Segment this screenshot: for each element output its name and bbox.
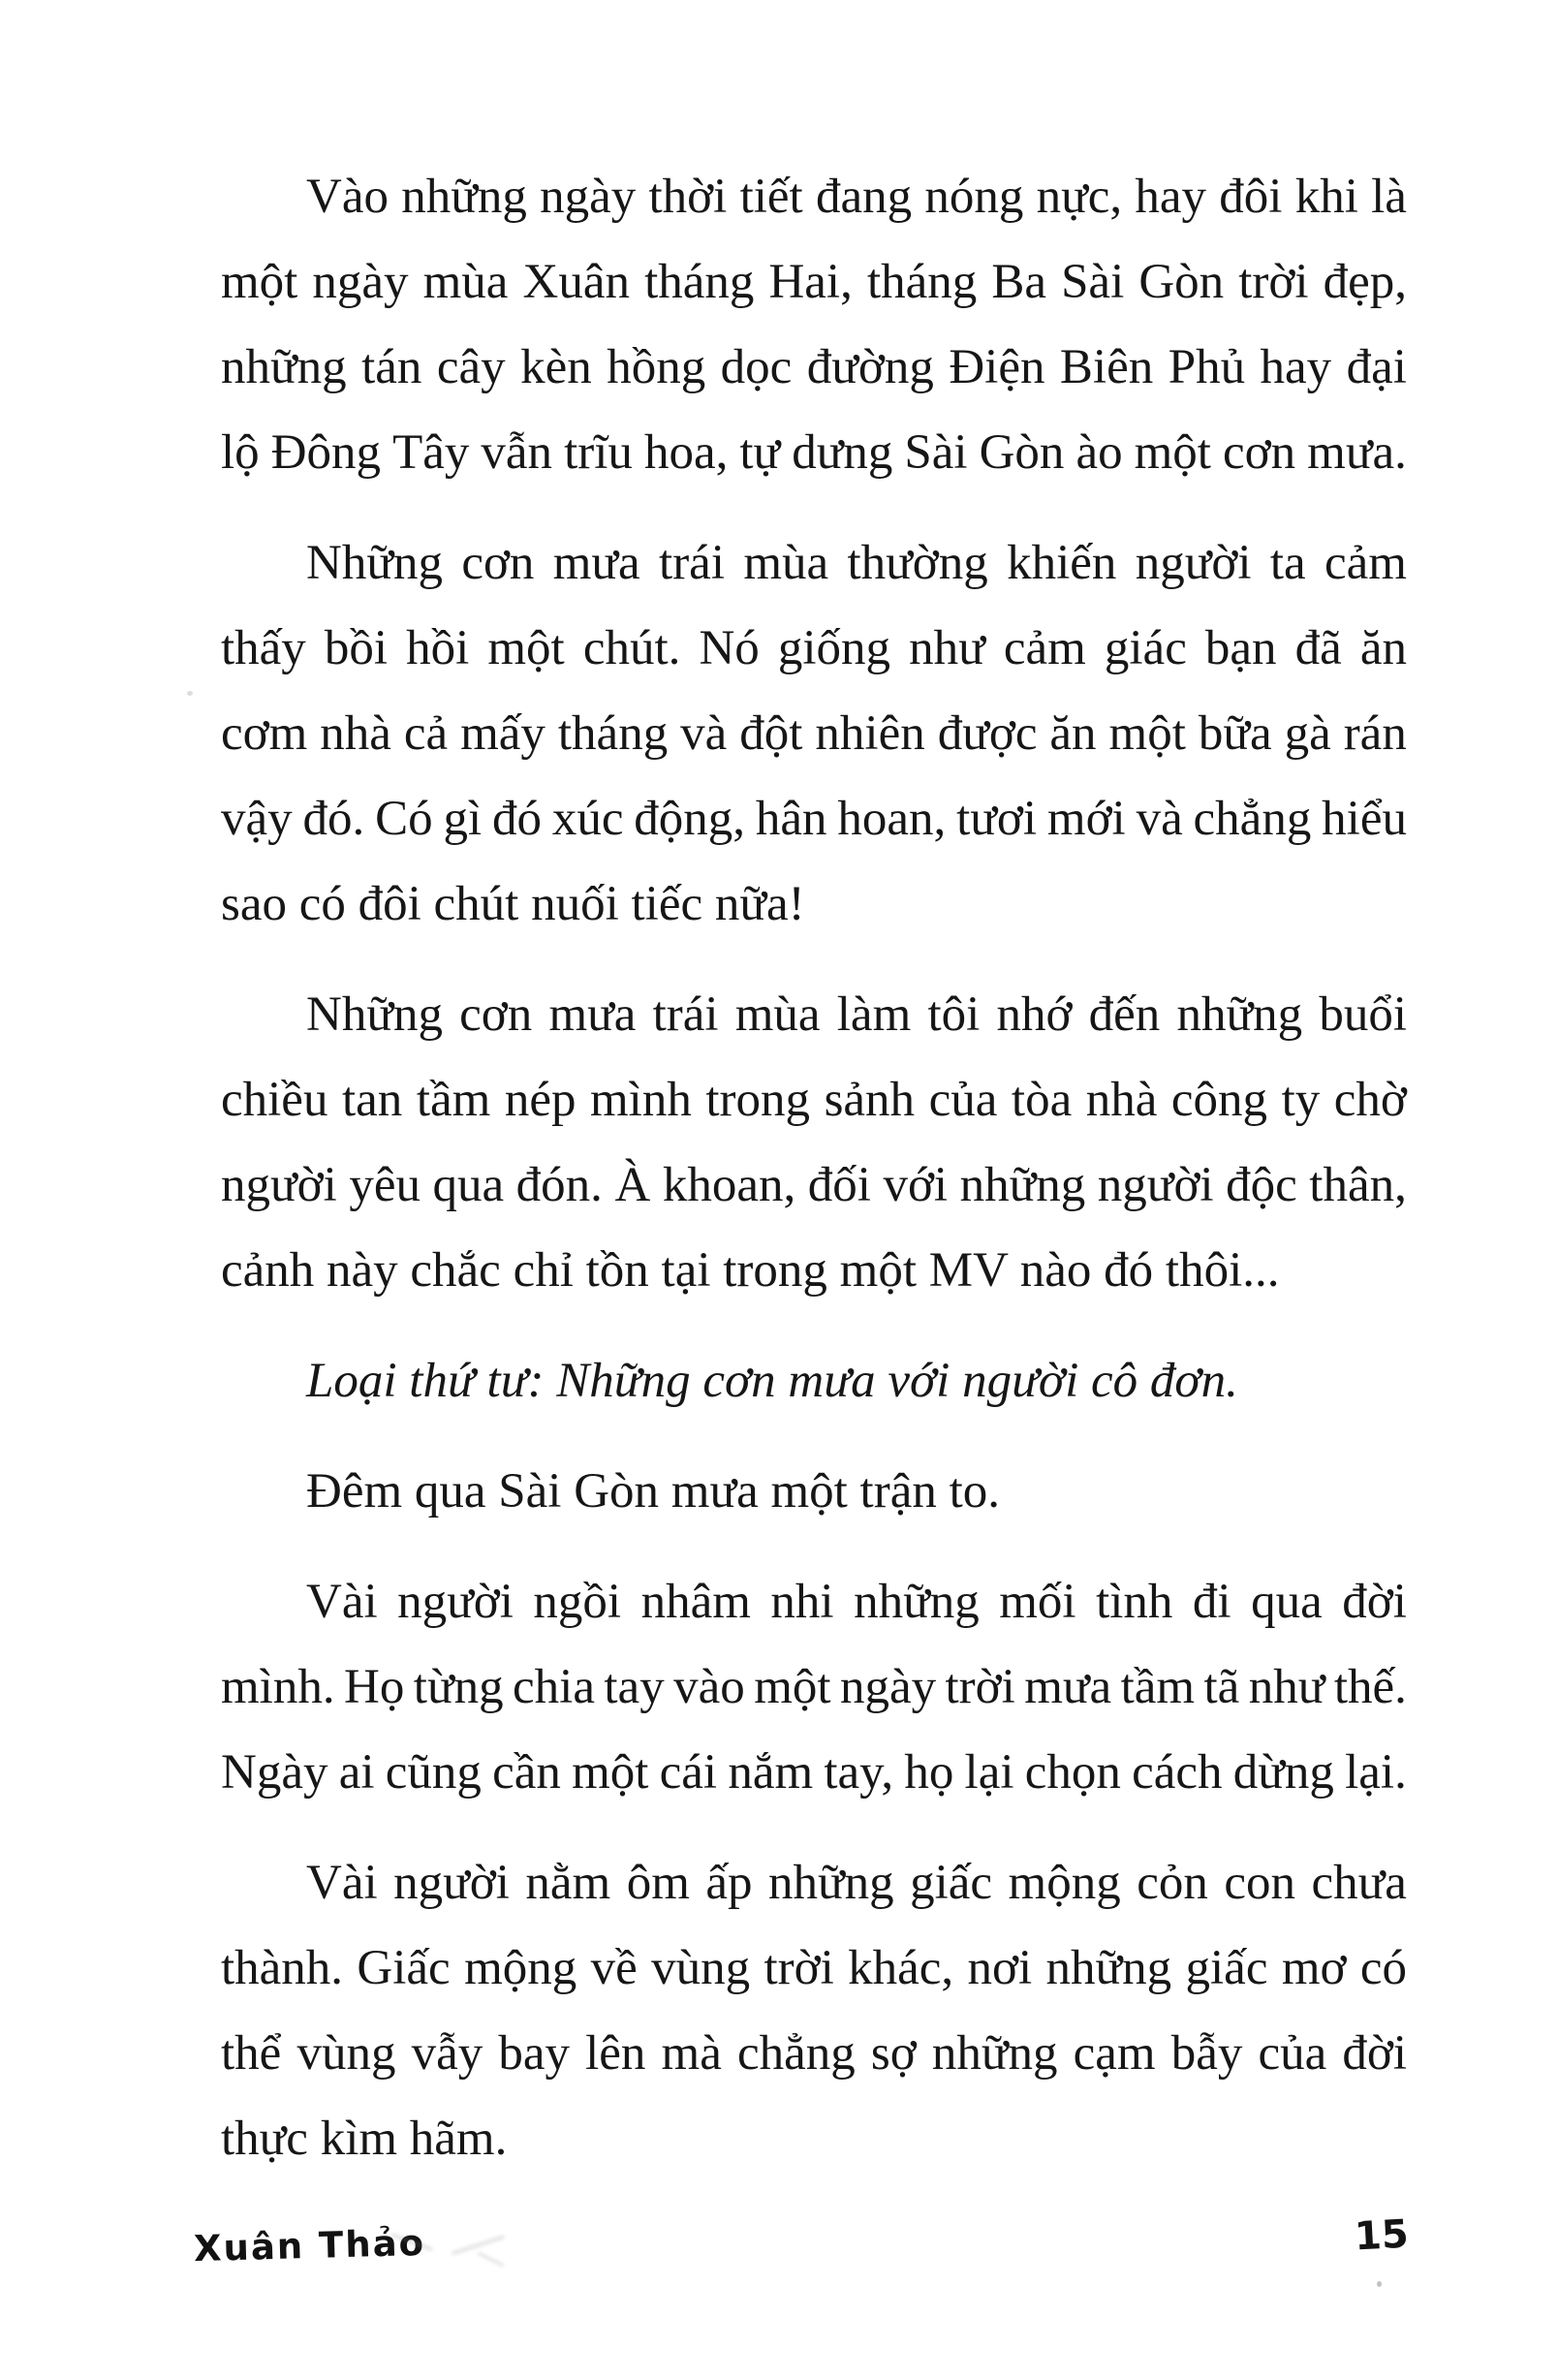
word: cạm xyxy=(1073,2026,1156,2081)
word: chưa xyxy=(1311,1856,1407,1910)
text-line xyxy=(221,1057,1407,1143)
word: Giấc xyxy=(357,1941,451,1995)
word: tan xyxy=(341,1073,403,1127)
word: đời xyxy=(1342,2026,1407,2081)
word: những xyxy=(959,1158,1086,1212)
word: dọc xyxy=(720,340,793,394)
word: dừng xyxy=(1232,1745,1334,1800)
word: Biên xyxy=(1059,340,1154,394)
word: hoan, xyxy=(837,792,947,846)
word: lộ xyxy=(221,425,260,480)
word: những xyxy=(767,1856,894,1910)
word: Hai, xyxy=(768,255,853,309)
word: đó. xyxy=(302,792,365,846)
word: chờ xyxy=(1333,1073,1407,1127)
word: nhâm xyxy=(640,1575,751,1629)
word: tay xyxy=(604,1660,665,1714)
word: À xyxy=(614,1158,651,1212)
word: Vài xyxy=(306,1575,378,1629)
word: đang xyxy=(815,170,913,224)
word: cảm xyxy=(1324,536,1407,590)
word: gì xyxy=(443,792,483,846)
word: vùng xyxy=(651,1941,751,1995)
word: ty xyxy=(1281,1073,1321,1127)
word: tươi xyxy=(956,792,1038,846)
word: nhi xyxy=(770,1575,834,1629)
text-line xyxy=(221,2011,1407,2096)
word: ngồi xyxy=(533,1575,622,1629)
page-number: 15 xyxy=(1353,2211,1410,2260)
word: một xyxy=(754,1660,831,1714)
word: người xyxy=(397,1575,514,1629)
word: nơi xyxy=(967,1941,1033,1995)
word: có xyxy=(1359,1941,1407,1995)
word: qua xyxy=(432,1158,505,1212)
word: nực, xyxy=(1036,170,1123,224)
word: mình. xyxy=(221,1660,335,1714)
word: sợ xyxy=(870,2026,917,2081)
word: thấy xyxy=(221,621,306,675)
word: mà xyxy=(661,2026,722,2081)
text-line xyxy=(221,776,1407,861)
word: lên xyxy=(585,2026,646,2081)
word: ào xyxy=(1075,425,1123,480)
paragraph-section-heading xyxy=(221,1338,1407,1424)
word: giống xyxy=(777,621,891,675)
word: chút. xyxy=(582,621,681,675)
word: Sài xyxy=(1061,255,1125,309)
word: khác, xyxy=(848,1941,954,1995)
word: mới xyxy=(1046,792,1126,846)
word: hồng xyxy=(607,340,706,394)
word: thân, xyxy=(1309,1158,1407,1212)
word: đôi xyxy=(1219,170,1283,224)
word: yêu xyxy=(349,1158,421,1212)
word: cũng xyxy=(385,1745,482,1800)
word: chẳng xyxy=(736,2026,856,2081)
word: tầm xyxy=(1120,1660,1196,1714)
word: trái xyxy=(652,987,719,1042)
word: tháng xyxy=(644,255,755,309)
footer-author-name: Xuân Thảo xyxy=(193,2221,426,2270)
word: khi xyxy=(1294,170,1358,224)
word: thường xyxy=(847,536,988,590)
word: mộng xyxy=(464,1941,577,1995)
word: đẹp, xyxy=(1323,255,1407,309)
text-line: cảnh này chắc chỉ tồn tại trong một MV nào đó thôi... xyxy=(221,1243,1280,1298)
word: đã xyxy=(1294,621,1342,675)
word: mấy xyxy=(460,706,545,761)
word: như xyxy=(1248,1660,1325,1714)
word: ấp xyxy=(705,1856,753,1910)
word: giác xyxy=(1104,621,1187,675)
word: chia xyxy=(513,1660,595,1714)
word: là xyxy=(1371,170,1407,224)
word: cơm xyxy=(221,706,308,761)
paragraph xyxy=(221,1840,1407,2181)
word: Những xyxy=(306,536,443,590)
word: tự xyxy=(739,425,781,480)
word: cả xyxy=(403,706,449,761)
text-line xyxy=(221,1644,1407,1730)
word: xúc xyxy=(551,792,624,846)
word: một xyxy=(487,621,565,675)
word: qua xyxy=(1251,1575,1323,1629)
word: hồi xyxy=(406,621,470,675)
text-line xyxy=(221,520,1407,606)
word: tình xyxy=(1096,1575,1173,1629)
word: ta xyxy=(1269,536,1306,590)
word: Xuân xyxy=(522,255,630,309)
word: bay xyxy=(498,2026,570,2081)
word: và xyxy=(1136,792,1183,846)
word: lại xyxy=(964,1745,1014,1800)
word: bồi xyxy=(324,621,389,675)
word: vẫn xyxy=(481,425,553,480)
word: làm xyxy=(836,987,912,1042)
word: dưng xyxy=(792,425,893,480)
word: Đông xyxy=(270,425,382,480)
word: bẫy xyxy=(1170,2026,1243,2081)
word: Có xyxy=(375,792,433,846)
word: đời xyxy=(1342,1575,1407,1629)
text-line: thực kìm hãm. xyxy=(221,2112,508,2166)
word: mưa xyxy=(548,987,637,1042)
word: của xyxy=(1258,2026,1327,2081)
text-line xyxy=(221,1143,1407,1228)
word: ăn xyxy=(1049,706,1097,761)
word: đến xyxy=(1088,987,1161,1042)
text-line-italic: Loại thứ tư: Những cơn mưa với người cô đơn. xyxy=(306,1354,1238,1408)
word: và xyxy=(680,706,728,761)
word: người xyxy=(393,1856,510,1910)
word: trời xyxy=(1238,255,1309,309)
text-line xyxy=(221,1559,1407,1644)
word: Vào xyxy=(306,170,389,224)
word: đón. xyxy=(515,1158,603,1212)
text-line xyxy=(221,606,1407,691)
word: cách xyxy=(1132,1745,1223,1800)
word: nắm xyxy=(728,1745,814,1800)
word: hay xyxy=(1135,170,1207,224)
word: người xyxy=(1135,536,1252,590)
word: một xyxy=(221,255,298,309)
word: tôi xyxy=(927,987,981,1042)
text-line xyxy=(221,691,1407,776)
word: vậy xyxy=(221,792,293,846)
word: một xyxy=(1108,706,1186,761)
text-line: Đêm qua Sài Gòn mưa một trận to. xyxy=(306,1464,1001,1519)
word: vẫy xyxy=(411,2026,483,2081)
word: tã xyxy=(1203,1660,1240,1714)
word: nóng xyxy=(924,170,1024,224)
word: trời xyxy=(945,1660,1015,1714)
word: Gòn xyxy=(979,425,1065,480)
word: cần xyxy=(492,1745,561,1800)
word: trái xyxy=(659,536,725,590)
word: hoa, xyxy=(643,425,729,480)
word: thành. xyxy=(221,1941,344,1995)
word: trĩu xyxy=(564,425,633,480)
paragraph xyxy=(221,520,1407,947)
word: Phủ xyxy=(1168,340,1246,394)
word: vùng xyxy=(296,2026,396,2081)
word: vào xyxy=(673,1660,745,1714)
text-line xyxy=(221,239,1407,325)
word: đó xyxy=(491,792,542,846)
word: giấc xyxy=(910,1856,993,1910)
text-line xyxy=(221,325,1407,410)
text-line: sao có đôi chút nuối tiếc nữa! xyxy=(221,877,805,931)
word: con xyxy=(1224,1856,1295,1910)
word: về xyxy=(590,1941,638,1995)
word: sảnh xyxy=(824,1073,916,1127)
word: mộng xyxy=(1008,1856,1121,1910)
word: thế. xyxy=(1333,1660,1407,1714)
text-line xyxy=(221,410,1407,495)
word: nhà xyxy=(320,706,391,761)
word: ôm xyxy=(626,1856,690,1910)
paragraph xyxy=(221,154,1407,495)
text-line xyxy=(221,1926,1407,2011)
word: họ xyxy=(904,1745,954,1800)
word: mưa xyxy=(552,536,640,590)
word: người xyxy=(221,1158,337,1212)
word: mưa xyxy=(1024,1660,1112,1714)
text-line xyxy=(221,1730,1407,1815)
word: Những xyxy=(306,987,443,1042)
word: mưa. xyxy=(1307,425,1407,480)
word: lại. xyxy=(1345,1745,1407,1800)
word: kèn xyxy=(520,340,592,394)
word: Họ xyxy=(344,1660,405,1714)
word: hay xyxy=(1260,340,1332,394)
word: trong xyxy=(705,1073,811,1127)
word: mối xyxy=(999,1575,1076,1629)
speck xyxy=(1377,2281,1382,2287)
word: động, xyxy=(634,792,746,846)
word: bạn xyxy=(1204,621,1277,675)
word: từng xyxy=(413,1660,504,1714)
text-block xyxy=(221,154,1407,2181)
word: mùa xyxy=(734,987,821,1042)
word: với xyxy=(883,1158,949,1212)
word: công xyxy=(1170,1073,1268,1127)
word: Ngày xyxy=(221,1745,328,1800)
word: thể xyxy=(221,2026,282,2081)
word: mình xyxy=(590,1073,692,1127)
word: nhiên xyxy=(815,706,925,761)
word: Nó xyxy=(699,621,760,675)
word: cơn xyxy=(461,536,535,590)
word: được xyxy=(937,706,1038,761)
word: những xyxy=(1045,1941,1172,1995)
word: một xyxy=(572,1745,649,1800)
word: những xyxy=(854,1575,980,1629)
word: một xyxy=(1134,425,1211,480)
word: mùa xyxy=(743,536,829,590)
word: gà xyxy=(1284,706,1331,761)
word: cơn xyxy=(1223,425,1296,480)
word: những xyxy=(221,340,347,394)
word: đi xyxy=(1192,1575,1231,1629)
word: tầm xyxy=(416,1073,491,1127)
word: Ba xyxy=(991,255,1046,309)
word: như xyxy=(909,621,985,675)
word: đột xyxy=(739,706,803,761)
word: rán xyxy=(1343,706,1407,761)
text-line xyxy=(221,154,1407,239)
word: những xyxy=(931,2026,1058,2081)
word: Điện xyxy=(949,340,1045,394)
word: nhớ xyxy=(996,987,1073,1042)
word: tháng xyxy=(557,706,669,761)
word: hiểu xyxy=(1322,792,1407,846)
word: giấc xyxy=(1185,1941,1268,1995)
word: ngày xyxy=(839,1660,937,1714)
word: của xyxy=(928,1073,998,1127)
word: buổi xyxy=(1319,987,1407,1042)
paragraph xyxy=(221,1449,1407,1534)
word: thời xyxy=(648,170,728,224)
word: khoan, xyxy=(662,1158,796,1212)
word: đại xyxy=(1346,340,1407,394)
word: Vài xyxy=(306,1856,378,1910)
word: mơ xyxy=(1281,1941,1347,1995)
word: ăn xyxy=(1359,621,1407,675)
word: cảm xyxy=(1003,621,1086,675)
paragraph xyxy=(221,1559,1407,1815)
word: người xyxy=(1097,1158,1214,1212)
text-line xyxy=(221,972,1407,1057)
word: tòa xyxy=(1011,1073,1073,1127)
word: hân xyxy=(755,792,827,846)
speck xyxy=(187,691,193,696)
text-line xyxy=(221,1840,1407,1926)
word: tiết xyxy=(739,170,803,224)
ink-smudge xyxy=(381,2222,529,2285)
word: những xyxy=(1176,987,1303,1042)
word: chẳng xyxy=(1193,792,1312,846)
word: cây xyxy=(436,340,506,394)
word: ngày xyxy=(540,170,637,224)
word: những xyxy=(401,170,527,224)
word: chọn xyxy=(1024,1745,1121,1800)
word: ngày xyxy=(312,255,409,309)
word: bữa xyxy=(1198,706,1272,761)
word: nhà xyxy=(1085,1073,1158,1127)
word: chiều xyxy=(221,1073,328,1127)
word: mùa xyxy=(422,255,509,309)
word: tay, xyxy=(824,1745,894,1800)
word: Gòn xyxy=(1138,255,1225,309)
word: nằm xyxy=(525,1856,611,1910)
word: Sài xyxy=(904,425,968,480)
word: độc xyxy=(1226,1158,1297,1212)
word: cơn xyxy=(459,987,533,1042)
word: khiến xyxy=(1007,536,1117,590)
word: ai xyxy=(338,1745,375,1800)
word: trời xyxy=(763,1941,834,1995)
word: cái xyxy=(659,1745,718,1800)
paragraph xyxy=(221,972,1407,1313)
word: đường xyxy=(806,340,934,394)
word: nép xyxy=(504,1073,576,1127)
word: tán xyxy=(361,340,422,394)
word: cỏn xyxy=(1137,1856,1208,1910)
word: tháng xyxy=(866,255,978,309)
word: đối xyxy=(807,1158,871,1212)
word: Tây xyxy=(392,425,470,480)
